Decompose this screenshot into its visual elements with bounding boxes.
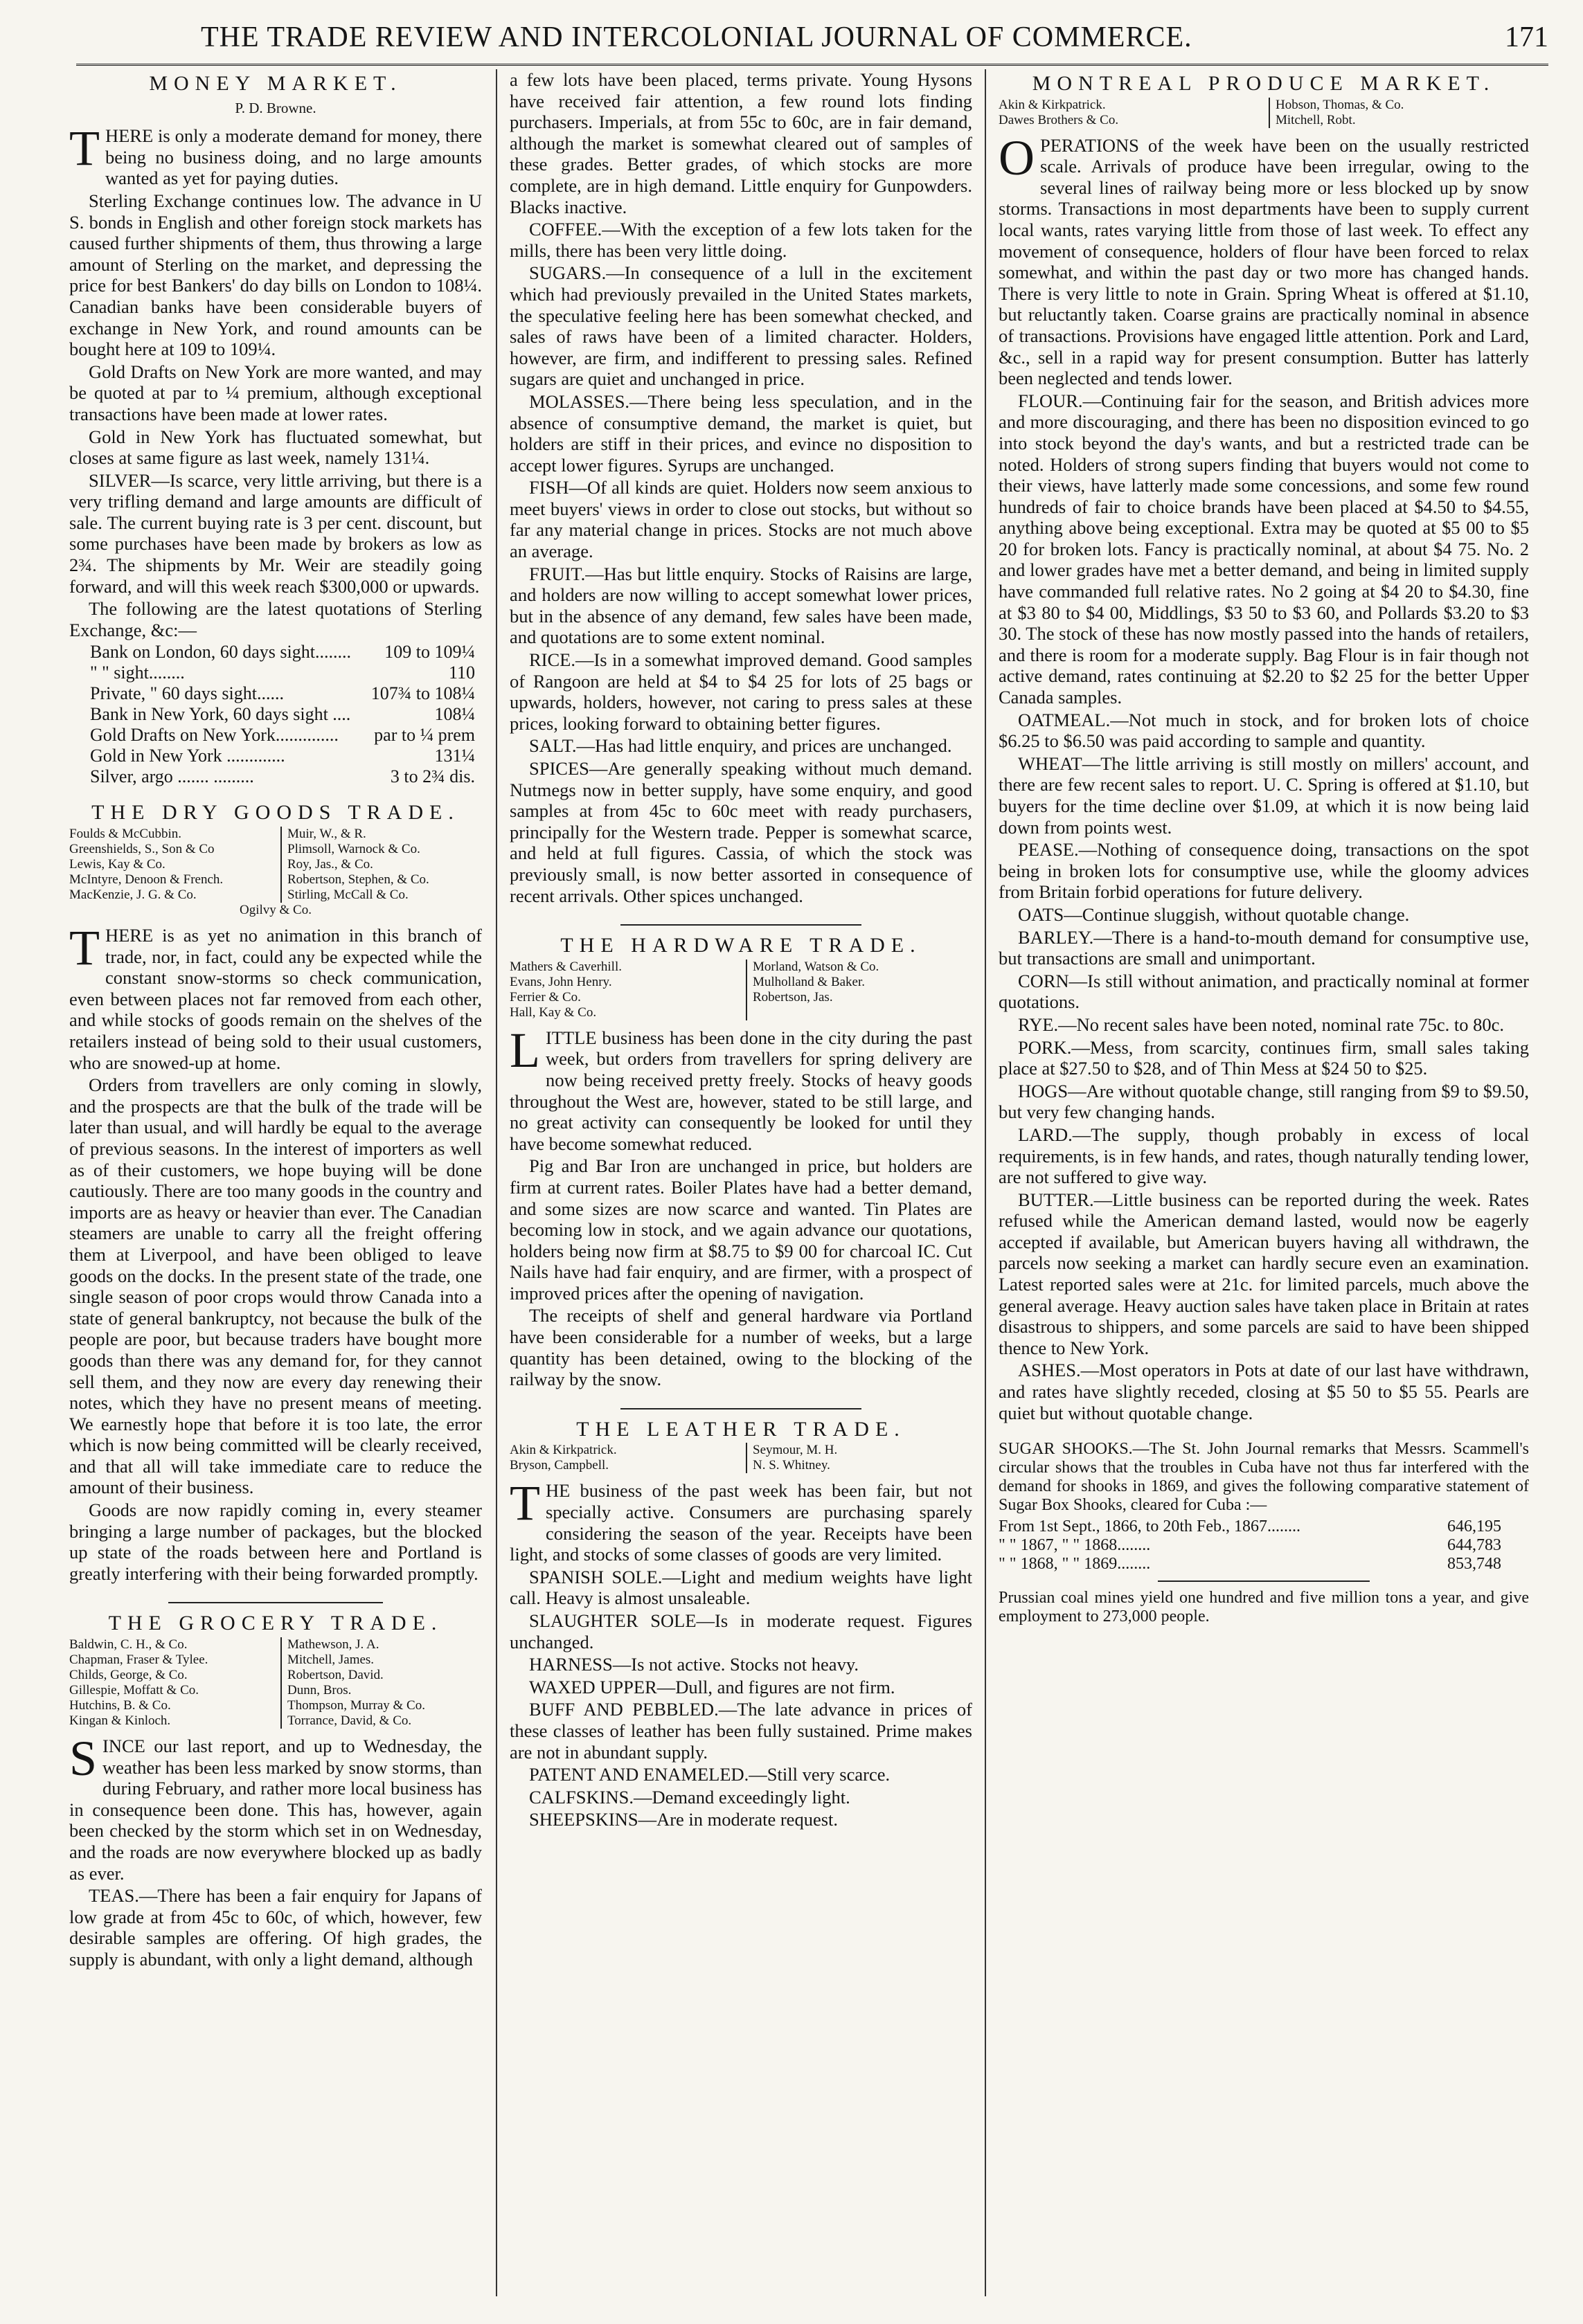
money-market-paragraph: Gold in New York has fluctuated somewhat, but closes at same figure as last week, namely 131¼. <box>69 426 482 469</box>
leather-paragraph: WAXED UPPER—Dull, and figures are not firm. <box>529 1676 895 1697</box>
prussian-coal-paragraph: Prussian coal mines yield one hundred and five million tons a year, and give employment to 273,000 people. <box>999 1589 1529 1626</box>
sugar-shooks-row: " " 1867, " " 1868........ 644,783 <box>999 1536 1501 1555</box>
column-divider-2 <box>985 69 986 2296</box>
section-separator <box>168 1602 383 1603</box>
produce-paragraph: OATMEAL.—Not much in stock, and for broken lots of choice $6.25 to $6.50 was paid according to sample and quantity. <box>999 709 1529 752</box>
hardware-heading: THE HARDWARE TRADE. <box>560 934 922 957</box>
quote-row: Bank in New York, 60 days sight .... 108¼ <box>90 704 475 725</box>
dry-goods-paragraph: Goods are now rapidly coming in, every steamer bringing a large number of packages, but the blocked up state of the roads between here and Portland is greatly interfering with their being forwarded promptly. <box>69 1499 482 1584</box>
grocery-continued-paragraph: SPICES—Are generally speaking without much demand. Nutmegs now in better supply, have some enquiry, and good samples at from 45c to 60c meet with ready purchasers, principally for the Western trade. Pepper is somewhat scarce, and held at full figures. Cassia, of which the stock was previously small, is now better assorted in consequence of recent arrivals. Other spices unchanged. <box>510 758 972 906</box>
money-market-paragraph: THERE is only a moderate demand for money, there being no business doing, and no large amounts wanted as yet for paying duties. <box>69 120 482 189</box>
produce-paragraph: OPERATIONS of the week have been on the usually restricted scale. Arrivals of produce have been irregular, owing to the several lines of railway being more or less blocked up by snow storms. Transactions in most departments have been to supply current local wants, rates varying little from those of last week. To effect any movement of consequence, holders of flour have been forced to relax somewhat, and within the past day or two more has changed hands. There is very little to note in Grain. Spring Wheat is offered at $1.10, but reluctantly taken. Coarse grains are practically nominal in absence of transactions. Provisions have engaged little attention. Pork and Lard, &c., sell in a rapid way for present consumption. Butter has latterly been neglected and tends lower. <box>999 129 1529 389</box>
grocery-heading: THE GROCERY TRADE. <box>108 1612 443 1635</box>
quote-row: " " sight........ 110 <box>90 663 475 683</box>
dropcap: L <box>510 1022 540 1078</box>
produce-paragraph: RYE.—No recent sales have been noted, nominal rate 75c. to 80c. <box>1018 1014 1505 1035</box>
money-market-paragraph: Sterling Exchange continues low. The advance in U S. bonds in English and other foreign stock markets has caused further shipments of them, thus throwing a large amount of Sterling on the market, and depressing the price for best Bankers' do day bills on London to 108¼. Canadian banks have been considerable buyers of exchange in New York, and round amounts can be bought here at 109 to 109¼. <box>69 190 482 360</box>
hardware-firms: Mathers & Caverhill. Morland, Watson & Co. Evans, John Henry. Mulholland & Baker. Ferrier & Co. Robertson, Jas. Hall, Kay & Co. <box>510 960 972 1020</box>
produce-paragraph: HOGS—Are without quotable change, still ranging from $9 to $9.50, but very few changing hands. <box>999 1080 1529 1123</box>
leather-firms: Akin & Kirkpatrick. Seymour, M. H. Bryson, Campbell. N. S. Whitney. <box>510 1443 972 1473</box>
grocery-continued-paragraph: FRUIT.—Has but little enquiry. Stocks of Raisins are large, and holders are now willing to accept somewhat lower prices, but in the absence of any demand, few sales have been made, and quotations are to some extent nominal. <box>510 563 972 648</box>
section-separator <box>620 924 861 926</box>
quote-row: Silver, argo ....... ......... 3 to 2¾ dis. <box>90 766 475 787</box>
leather-paragraph: THE business of the past week has been fair, but not specially active. Consumers are purchasing sparely considering the season of the year. Receipts have been light, and stocks of some classes of goods are very limited. <box>510 1475 972 1565</box>
produce-heading: MONTREAL PRODUCE MARKET. <box>1032 72 1496 95</box>
produce-paragraph: PEASE.—Nothing of consequence doing, transactions on the spot being in broken lots for consumptive use, while the gloomy advices from Britain forbid operations for future delivery. <box>999 839 1529 903</box>
sugar-shooks-row: " " 1868, " " 1869........ 853,748 <box>999 1555 1501 1574</box>
grocery-continued-paragraph: COFFEE.—With the exception of a few lots taken for the mills, there has been very little doing. <box>510 219 972 261</box>
produce-paragraph: PORK.—Mess, from scarcity, continues firm, small sales taking place at $27.50 to $28, and of Thin Mess at $24 50 to $25. <box>999 1036 1529 1079</box>
page-header <box>76 18 1548 61</box>
money-market-heading: MONEY MARKET. <box>149 72 402 95</box>
dropcap: T <box>510 1475 540 1531</box>
grocery-firms: Baldwin, C. H., & Co. Mathewson, J. A. Chapman, Fraser & Tylee. Mitchell, James. Childs, George, & Co. Robertson, David. Gillespie, Moffatt & Co. Dunn, Bros. Hutchins, B. & Co. Thompson, Murray & Co. Kingan & Kinloch. Torrance, David, & Co. <box>69 1637 482 1729</box>
leather-paragraph: CALFSKINS.—Demand exceedingly light. <box>529 1786 850 1808</box>
grocery-continued-paragraph: FISH—Of all kinds are quiet. Holders now seem anxious to meet buyers' views in order to close out stocks, but without so far any material change in prices. Stocks are not much above an average. <box>510 477 972 562</box>
journal-title: THE TRADE REVIEW AND INTERCOLONIAL JOURNAL OF COMMERCE. <box>201 21 1192 53</box>
money-market-paragraph: The following are the latest quotations of Sterling Exchange, &c:— <box>69 598 482 640</box>
grocery-paragraph: TEAS.—There has been a fair enquiry for Japans of low grade at from 45c to 60c, of which, however, few desirable samples are offering. Of high grades, the supply is abundant, with only a light demand, although <box>69 1885 482 1970</box>
grocery-continued-paragraph: a few lots have been placed, terms private. Young Hysons have received fair attention, a few round lots finding purchasers. Imperials, at from 55c to 60c, are in fair demand, although the market is somewhat cleared out of samples of these grades. Better grades, of which stocks are more complete, are in high demand. Little enquiry for Gunpowders. Blacks inactive. <box>510 69 972 217</box>
produce-paragraph: FLOUR.—Continuing fair for the season, and British advices more and more discouraging, and there has been no disposition evinced to go into stock beyond the day's wants, and but a restricted trade can be noted. Holders of strong supers finding that buyers would not come to their views, have latterly made some concessions, and some few round hundreds of fair to choice brands have been placed at $4.50 to $4.55, anything above being exceptional. Extra may be quoted at $5 00 to $5 20 for broken lots. Fancy is practically nominal, at about $4 75. No. 2 and lower grades have met a better demand, and being in limited supply have commanded full relative rates. No 2 going at $4 20 to $4.30, fine at $3 80 to $4 00, Middlings, $3 50 to $3 60, and Pollards $3.20 to $3 30. The stock of these has now mostly passed into the hands of retailers, and there is room for a moderate supply. Bag Flour is in fair though not active demand, rates continuing at $2.20 to $2 25 for the better Upper Canada samples. <box>999 390 1529 708</box>
dropcap: S <box>69 1731 98 1787</box>
leather-paragraph: SHEEPSKINS—Are in moderate request. <box>529 1809 839 1830</box>
sugar-shooks-paragraph: SUGAR SHOOKS.—The St. John Journal remarks that Messrs. Scammell's circular shows that the troubles in Cuba have not thus far interfered with the demand for shooks in 1869, and gives the following comparative statement of Sugar Box Shooks, cleared for Cuba :— <box>999 1440 1529 1515</box>
produce-paragraph: BARLEY.—There is a hand-to-mouth demand for consumptive use, but transactions are small and unimportant. <box>999 926 1529 969</box>
leather-paragraph: SLAUGHTER SOLE—Is in moderate request. Figures unchanged. <box>510 1610 972 1652</box>
dry-goods-paragraph: THERE is as yet no animation in this branch of trade, nor, in fact, could any be expected while the constant snow-storms so check communication, even between places not far removed from each other, and while stocks of goods remain on the shelves of the retailers instead of being sold to their usual customers, who are snowed-up at home. <box>69 920 482 1073</box>
hardware-paragraph: The receipts of shelf and general hardware via Portland have been considerable for a number of weeks, but a large quantity has been detained, owing to the blocking of the railway by the snow. <box>510 1305 972 1390</box>
sugar-shooks-table <box>999 1517 1529 1574</box>
produce-firms: Akin & Kirkpatrick. Hobson, Thomas, & Co. Dawes Brothers & Co. Mitchell, Robt. <box>999 98 1529 128</box>
section-separator <box>620 1408 861 1409</box>
leather-paragraph: BUFF AND PEBBLED.—The late advance in prices of these classes of leather has been fully sustained. Prime makes are not in abundant supply. <box>510 1699 972 1763</box>
header-rule <box>76 64 1548 66</box>
sugar-shooks-row: From 1st Sept., 1866, to 20th Feb., 1867........ 646,195 <box>999 1517 1501 1536</box>
leather-heading: THE LEATHER TRADE. <box>576 1417 906 1441</box>
dry-goods-paragraph: Orders from travellers are only coming in slowly, and the prospects are that the bulk of the trade will be later than usual, and will hardly be equal to the average of previous seasons. In the interest of importers as well as of their customers, we hope buying will be done cautiously. There are too many goods in the country and imports are as heavy or heavier than ever. The Canadian steamers are unable to carry all the freight offering them at Liverpool, and have been obliged to leave goods on the docks. In the present state of the trade, one single season of poor crops would throw Canada into a state of general bankruptcy, not because the bulk of the people are poor, but because traders have bought more goods than there was any demand for, for they cannot sell them, and they now are every day renewing their notes, which they have no present means of meeting. We earnestly hope that before it is too late, the error which is now being committed will be clearly received, and that all will take immediate care to reduce the amount of their business. <box>69 1074 482 1498</box>
column-2 <box>510 69 972 2296</box>
hardware-paragraph: Pig and Bar Iron are unchanged in price, but holders are firm at current rates. Boiler Plates have had a better demand, and some sizes are now scarce and wanted. Tin Plates are becoming low in stock, and we again advance our quotations, holders being now firm at $8.75 to $9 00 for charcoal IC. Cut Nails have had fair enquiry, and are firmer, with a prospect of improved prices after the opening of navigation. <box>510 1155 972 1304</box>
grocery-continued-paragraph: SUGARS.—In consequence of a lull in the excitement which had previously prevailed in the United States markets, the speculative feeling here has been somewhat checked, and sales of raws have been of a limited character. Holders, however, are firm, and indifferent to pressing sales. Refined sugars are quiet and unchanged in price. <box>510 262 972 390</box>
dropcap: T <box>69 920 100 976</box>
hardware-paragraph: LITTLE business has been done in the city during the past week, but orders from travellers for spring delivery are now being received pretty freely. Stocks of heavy goods throughout the West are, however, stated to be still large, and no great activity can consequently be looked for until they have become somewhat reduced. <box>510 1022 972 1154</box>
grocery-continued-paragraph: RICE.—Is in a somewhat improved demand. Good samples of Rangoon are held at $4 to $4 25 for lots of 25 bags or upwards, holders, however, not caring to press sales at these prices, looking forward to obtaining better figures. <box>510 649 972 734</box>
produce-paragraph: CORN—Is still without animation, and practically nominal at former quotations. <box>999 970 1529 1013</box>
money-market-byline: P. D. Browne. <box>235 99 316 116</box>
dropcap: T <box>69 120 100 177</box>
column-3 <box>999 69 1529 2296</box>
grocery-continued-paragraph: SALT.—Has had little enquiry, and prices are unchanged. <box>529 735 952 757</box>
leather-paragraph: PATENT AND ENAMELED.—Still very scarce. <box>529 1764 891 1785</box>
dry-goods-firms: Foulds & McCubbin. Muir, W., & R. Greenshields, S., Son & Co Plimsoll, Warnock & Co. Lewis, Kay & Co. Roy, Jas., & Co. McIntyre, Denoon & French. Robertson, Stephen, & Co. MacKenzie, J. G. & Co. Stirling, McCall & Co. Ogilvy & Co. <box>69 827 482 918</box>
section-separator <box>1158 1580 1370 1582</box>
grocery-continued-paragraph: MOLASSES.—There being less speculation, and in the absence of consumptive demand, the market is quiet, but holders are stiff in their prices, and evince no disposition to accept lower figures. Syrups are unchanged. <box>510 390 972 476</box>
exchange-quotations <box>90 642 482 787</box>
produce-paragraph: ASHES.—Most operators in Pots at date of our last have withdrawn, and rates have slightly receded, closing at $5 50 to $5 55. Pearls are quiet but without quotable change. <box>999 1360 1529 1423</box>
column-divider-1 <box>496 69 497 2296</box>
produce-paragraph: WHEAT—The little arriving is still mostly on millers' account, and there are few recent sales to report. U. C. Spring is offered at $1.10, but buyers for the time decline over $1.09, at which it is now being laid down from points west. <box>999 753 1529 838</box>
produce-paragraph: BUTTER.—Little business can be reported during the week. Rates refused while the American demand lasted, would now be eagerly accepted if available, but American buyers having all withdrawn, the parcels now seeking a market can hardly secure even an examination. Latest reported sales were at 21c. for limited parcels, much above the general average. Heavy auction sales have taken place in Britain at rates disastrous to shippers, and some parcels are said to have been shipped thence to New York. <box>999 1189 1529 1358</box>
dropcap: O <box>999 129 1035 186</box>
produce-paragraph: LARD.—The supply, though probably in excess of local requirements, is in few hands, and rates, though naturally tending lower, are not suffered to give way. <box>999 1124 1529 1188</box>
quote-row: Bank on London, 60 days sight........ 109 to 109¼ <box>90 642 475 663</box>
column-1 <box>69 69 482 2296</box>
dry-goods-heading: THE DRY GOODS TRADE. <box>91 801 460 825</box>
produce-paragraph: OATS—Continue sluggish, without quotable change. <box>1018 903 1410 925</box>
page-number: 171 <box>1505 21 1548 53</box>
grocery-paragraph: SINCE our last report, and up to Wednesday, the weather has been less marked by snow storms, than during February, and rather more local business has in consequence been done. This has, however, again been checked by the storm which set in on Wednesday, and the roads are now everywhere blocked up as badly as ever. <box>69 1731 482 1884</box>
leather-paragraph: SPANISH SOLE.—Light and medium weights have light call. Heavy is almost unsaleable. <box>510 1566 972 1609</box>
quote-row: Private, " 60 days sight...... 107¾ to 108¼ <box>90 683 475 704</box>
quote-row: Gold Drafts on New York.............. par to ¼ prem <box>90 725 475 746</box>
money-market-paragraph: Gold Drafts on New York are more wanted, and may be quoted at par to ¼ premium, although exceptional transactions have been made at lower rates. <box>69 361 482 424</box>
money-market-paragraph: SILVER—Is scarce, very little arriving, but there is a very trifling demand and large amounts are difficult of sale. The current buying rate is 3 per cent. discount, but some purchases have been made by brokers as low as 2¾. The shipments by Mr. Weir are steadily going forward, and will this week reach $300,000 or upwards. <box>69 469 482 597</box>
quote-row: Gold in New York ............. 131¼ <box>90 746 475 766</box>
leather-paragraph: HARNESS—Is not active. Stocks not heavy. <box>529 1654 859 1675</box>
